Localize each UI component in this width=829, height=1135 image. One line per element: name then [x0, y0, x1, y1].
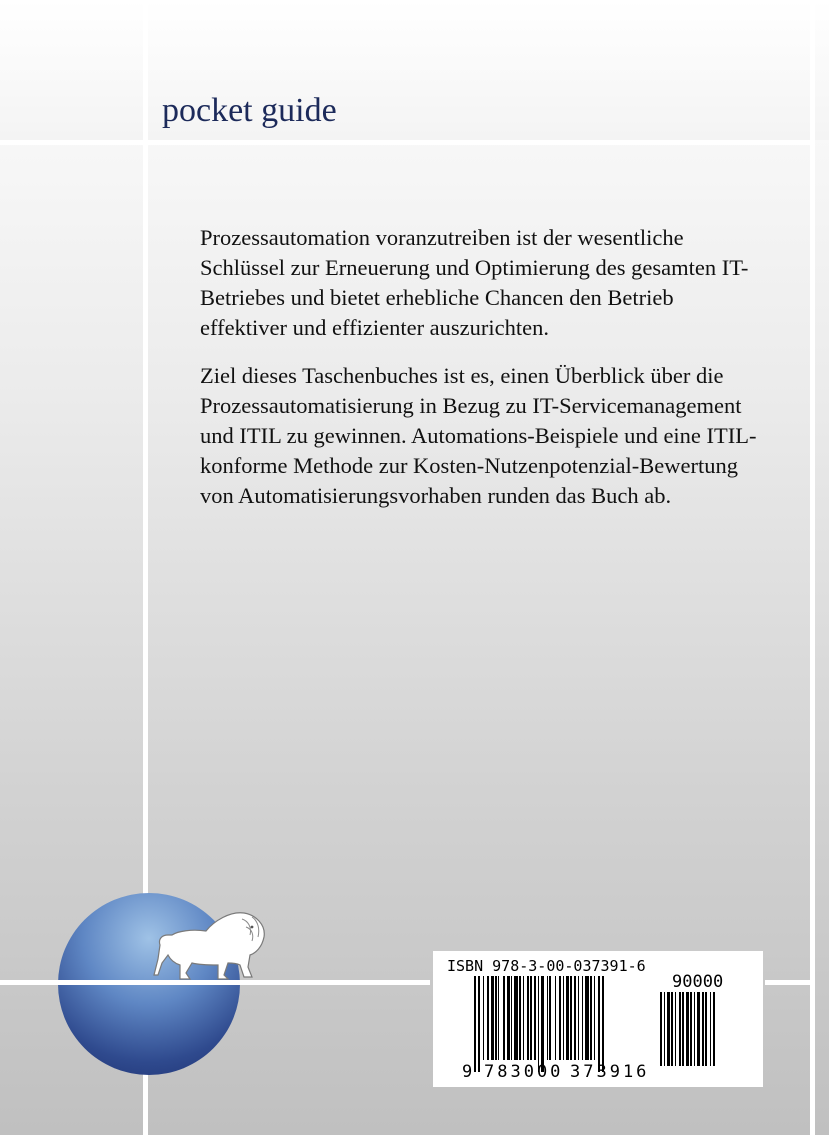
blurb-paragraph-1: Prozessautomation voranzutreiben ist der wesentliche Schlüssel zur Erneuerung und Optimierung des gesamten IT-Betriebes und bietet erhebliche Chancen den Betrieb effektiver und effizienter auszurichten.	[200, 225, 749, 340]
barcode-bar	[585, 976, 589, 1060]
barcode-bar	[578, 976, 579, 1060]
barcode-bar	[702, 992, 704, 1066]
barcode-digits-left: 783000	[484, 1062, 564, 1082]
barcode-bar	[514, 976, 518, 1060]
barcode-bar	[547, 976, 548, 1060]
barcode-bar	[566, 976, 569, 1060]
barcode-bar	[527, 976, 529, 1060]
grid-line-bottom-right	[765, 980, 815, 985]
barcode-bar	[697, 992, 700, 1066]
barcode-bar	[487, 976, 489, 1060]
barcode-bar	[713, 992, 715, 1066]
barcode-bar	[563, 976, 564, 1060]
barcode-bar	[679, 992, 681, 1066]
barcode-bar	[705, 992, 707, 1066]
barcode-bar	[538, 976, 539, 1072]
barcode-bar	[523, 976, 524, 1060]
barcode-bar	[541, 976, 544, 1072]
blurb-paragraph-2: Ziel dieses Taschenbuches ist es, einen Überblick über die Prozessautomatisierung in Bezug zu IT-Servicemanagement und ITIL zu gewinnen. Automations-Beispiele und eine ITIL-konforme Methode zur Kosten-Nutzenpotenzial-Bewertung von Automatisierungsvorhaben runden das Buch ab.	[200, 363, 757, 508]
ean-barcode	[474, 976, 650, 1072]
barcode-bar	[478, 976, 480, 1072]
barcode-bar	[495, 976, 497, 1060]
barcode-bar	[682, 992, 684, 1066]
barcode-bar	[667, 992, 670, 1066]
barcode-bar	[555, 976, 556, 1060]
barcode-bar	[710, 992, 711, 1066]
barcode-bar	[498, 976, 499, 1060]
barcode-bar	[549, 976, 551, 1060]
barcode-digits-right: 373916	[570, 1062, 650, 1082]
barcode-bar	[491, 976, 494, 1060]
barcode-bar	[690, 992, 692, 1066]
series-title: pocket guide	[162, 92, 337, 129]
barcode-bar	[594, 976, 595, 1060]
barcode-bar	[474, 976, 476, 1072]
barcode-bar	[602, 976, 604, 1072]
barcode-bar	[570, 976, 572, 1060]
barcode-bar	[664, 992, 665, 1066]
barcode-bar	[530, 976, 532, 1060]
barcode-bar	[582, 976, 583, 1060]
barcode-bar	[507, 976, 510, 1060]
barcode-bar	[574, 976, 576, 1060]
barcode-bar	[511, 976, 512, 1060]
grid-line-right	[810, 0, 815, 1135]
barcode-digit-first: 9	[462, 1062, 473, 1082]
barcode-bar	[598, 976, 600, 1072]
barcode-bar	[534, 976, 536, 1060]
barcode-bar	[559, 976, 561, 1060]
barcode-bar	[519, 976, 521, 1060]
barcode-bar	[590, 976, 592, 1060]
addon-barcode	[660, 992, 756, 1066]
barcode-bar	[503, 976, 505, 1060]
lion-logo-icon	[152, 905, 272, 983]
grid-line-bottom	[0, 980, 430, 985]
barcode-bar	[686, 992, 689, 1066]
barcode-bar	[483, 976, 484, 1060]
blurb	[200, 223, 760, 529]
barcode-bar	[660, 992, 662, 1066]
grid-line-top	[0, 140, 810, 145]
barcode-bar	[675, 992, 676, 1066]
barcode-addon-number: 90000	[672, 972, 724, 992]
header-band	[0, 0, 829, 140]
barcode-bar	[694, 992, 695, 1066]
isbn-label: ISBN 978-3-00-037391-6	[447, 957, 646, 975]
barcode-bar	[671, 992, 673, 1066]
